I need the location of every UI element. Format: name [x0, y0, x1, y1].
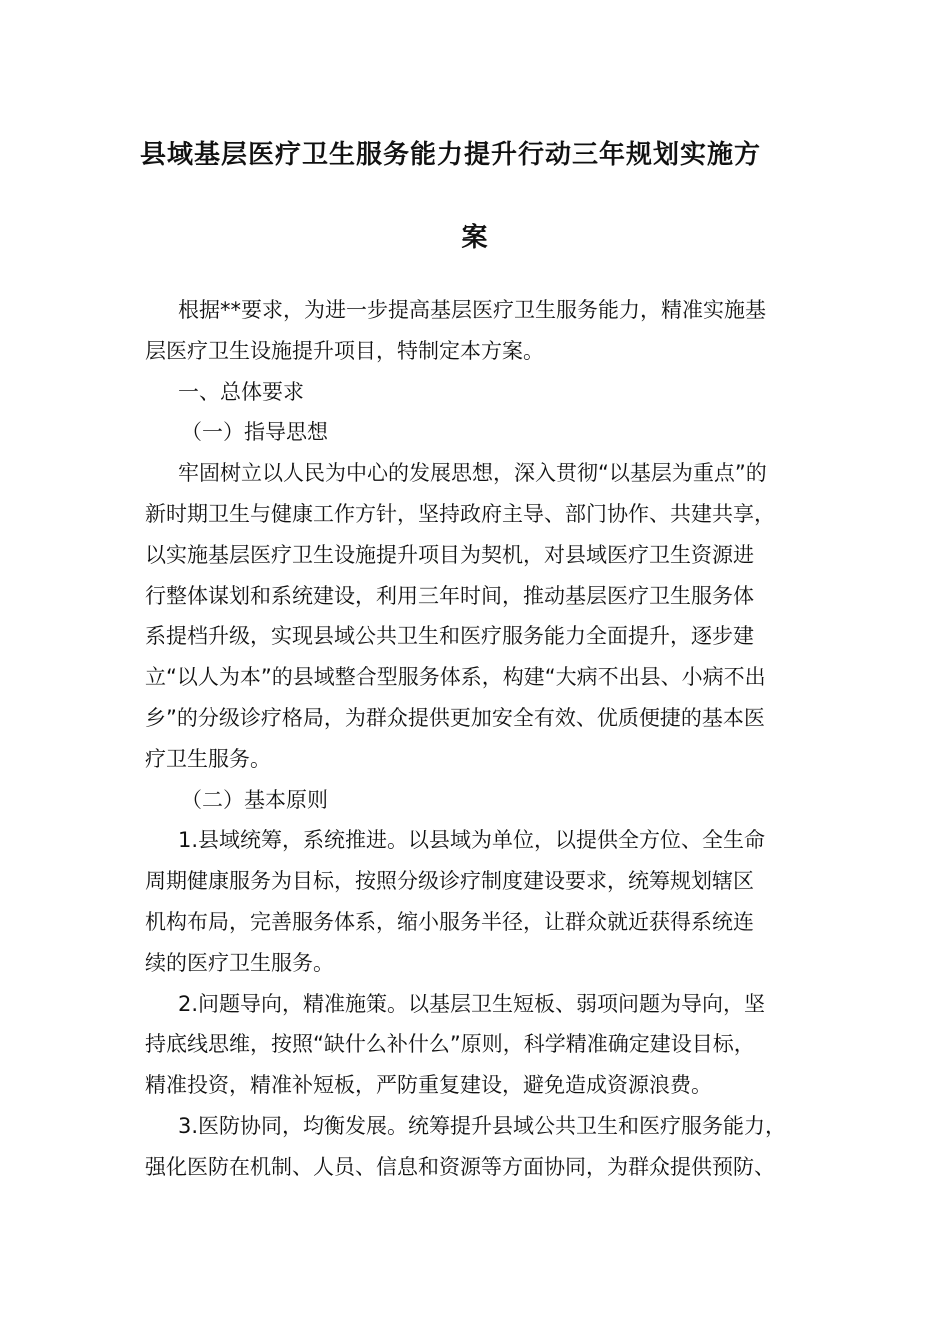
paragraph-line: 新时期卫生与健康工作方针，坚持政府主导、部门协作、共建共享， [145, 501, 775, 526]
paragraph-line: 系提档升级，实现县域公共卫生和医疗服务能力全面提升，逐步建 [145, 624, 754, 649]
paragraph-line: 2.问题导向，精准施策。以基层卫生短板、弱项问题为导向，坚 [178, 991, 766, 1016]
paragraph-line: 精准投资，精准补短板，严防重复建设，避免造成资源浪费。 [145, 1073, 712, 1098]
paragraph-line: 疗卫生服务。 [145, 746, 271, 771]
paragraph-line: 以实施基层医疗卫生设施提升项目为契机，对县域医疗卫生资源进 [145, 542, 754, 567]
paragraph-line: 行整体谋划和系统建设，利用三年时间，推动基层医疗卫生服务体 [145, 583, 754, 608]
paragraph-line: 机构布局，完善服务体系，缩小服务半径，让群众就近获得系统连 [145, 909, 754, 934]
document-body [145, 290, 825, 1188]
paragraph-line: 续的医疗卫生服务。 [145, 950, 334, 975]
paragraph-line: 立“以人为本”的县域整合型服务体系，构建“大病不出县、小病不出 [145, 665, 766, 690]
paragraph-line: 3.医防协同，均衡发展。统筹提升县域公共卫生和医疗服务能力， [178, 1113, 787, 1138]
paragraph-line: 层医疗卫生设施提升项目，特制定本方案。 [145, 338, 544, 363]
subsection-heading: （二）基本原则 [181, 787, 328, 812]
paragraph-line: 1.县域统筹，系统推进。以县域为单位，以提供全方位、全生命 [178, 828, 766, 853]
paragraph-line: 乡”的分级诊疗格局，为群众提供更加安全有效、优质便捷的基本医 [145, 705, 765, 730]
paragraph-line: 周期健康服务为目标，按照分级诊疗制度建设要求，统筹规划辖区 [145, 869, 754, 894]
paragraph-line: 持底线思维，按照“缺什么补什么”原则，科学精准确定建设目标， [145, 1032, 755, 1057]
document-title-line-1: 县域基层医疗卫生服务能力提升行动三年规划实施方 [140, 140, 762, 170]
subsection-heading: （一）指导思想 [181, 420, 328, 445]
section-heading: 一、总体要求 [178, 379, 304, 404]
paragraph-line: 根据**要求，为进一步提高基层医疗卫生服务能力，精准实施基 [178, 298, 766, 322]
paragraph-line: 强化医防在机制、人员、信息和资源等方面协同，为群众提供预防、 [145, 1154, 775, 1179]
paragraph-line: 牢固树立以人民为中心的发展思想，深入贯彻“以基层为重点”的 [178, 461, 767, 486]
document-title-line-2: 案 [461, 223, 489, 253]
